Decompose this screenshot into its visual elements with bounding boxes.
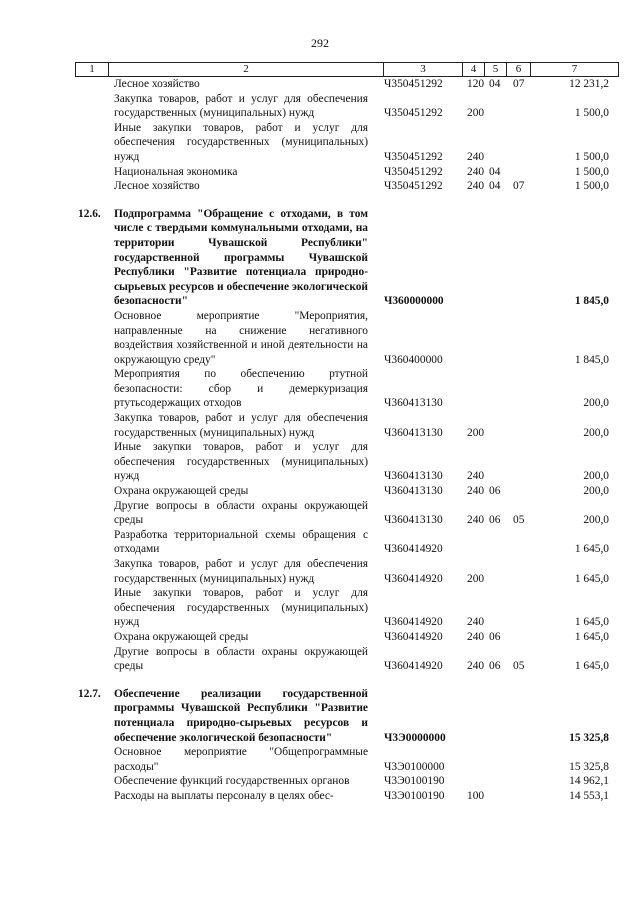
row-code: Ч350451292 xyxy=(384,165,443,178)
table-row xyxy=(0,165,640,180)
row-code: Ч350451292 xyxy=(384,180,443,193)
table-row xyxy=(0,499,640,528)
row-name: Основное мероприятие "Мероприятия, направленные на снижение негативного воздействия хозяйственной и иной деятельности на окружающую среду" xyxy=(114,309,368,366)
header-col-4: 4 xyxy=(463,63,485,76)
row-name: Охрана окружающей среды xyxy=(114,485,249,498)
row-col-4: 200 xyxy=(467,107,485,120)
row-code: Ч360400000 xyxy=(384,353,443,366)
table-header xyxy=(75,62,619,77)
row-col-5: 04 xyxy=(489,180,501,193)
table-row xyxy=(0,77,640,92)
row-col-4: 240 xyxy=(467,180,485,193)
row-sum: 14 553,1 xyxy=(569,789,609,802)
row-col-5: 04 xyxy=(489,78,501,90)
row-sum: 200,0 xyxy=(583,514,609,527)
row-col-5: 04 xyxy=(489,165,501,178)
row-sum: 1 500,0 xyxy=(574,107,609,120)
row-col-4: 200 xyxy=(467,426,485,439)
row-sum: 1 845,0 xyxy=(574,295,609,308)
row-name: Другие вопросы в области охраны окружающей среды xyxy=(114,499,368,527)
row-col-6: 05 xyxy=(513,660,525,673)
row-sum: 200,0 xyxy=(583,426,609,439)
row-sum: 1 500,0 xyxy=(574,180,609,193)
row-code: Ч360413130 xyxy=(384,485,443,498)
row-sum: 1 645,0 xyxy=(574,630,609,643)
table-row xyxy=(0,179,640,194)
table-body xyxy=(0,77,640,804)
row-name: Расходы на выплаты персоналу в целях обес- xyxy=(114,789,334,802)
header-col-3: 3 xyxy=(384,63,463,76)
row-code: Ч360414920 xyxy=(384,572,443,585)
row-name: Иные закупки товаров, работ и услуг для обеспечения государственных (муниципальных) нужд xyxy=(114,587,368,629)
row-name: Иные закупки товаров, работ и услуг для обеспечения государственных (муниципальных) нужд xyxy=(114,441,368,483)
row-sum: 15 325,8 xyxy=(569,731,609,744)
row-col-5: 06 xyxy=(489,630,501,643)
table-row xyxy=(0,484,640,499)
row-col-4: 240 xyxy=(467,630,485,643)
table-row xyxy=(0,789,640,804)
row-name: Закупка товаров, работ и услуг для обеспечения государственных (муниципальных) нужд xyxy=(114,558,368,585)
row-code: Ч3Э0100190 xyxy=(384,775,445,788)
row-sum: 1 500,0 xyxy=(574,150,609,163)
row-name: Обеспечение функций государственных органов xyxy=(114,775,350,788)
table-row xyxy=(0,774,640,789)
header-col-1: 1 xyxy=(76,63,109,76)
row-sum: 200,0 xyxy=(583,470,609,483)
row-col-4: 100 xyxy=(467,789,485,802)
table-row xyxy=(0,687,640,745)
row-name: Обеспечение реализации государственной программы Чувашской Республики "Развитие потенциала природно-сырьевых ресурсов и обеспечение экологической безопасности" xyxy=(114,687,368,744)
row-col-4: 240 xyxy=(467,150,485,163)
row-sum: 14 962,1 xyxy=(569,775,609,788)
row-code: Ч350451292 xyxy=(384,150,443,163)
row-code: Ч350451292 xyxy=(384,78,443,90)
row-name: Национальная экономика xyxy=(114,165,238,178)
row-code: Ч3Э0000000 xyxy=(384,731,446,744)
row-name: Разработка территориальной схемы обращения с отходами xyxy=(114,528,368,556)
row-code: Ч360413130 xyxy=(384,514,443,527)
table-row xyxy=(0,557,640,586)
row-code: Ч3Э0100000 xyxy=(384,760,445,773)
row-name: Лесное хозяйство xyxy=(114,180,200,193)
row-col-4: 240 xyxy=(467,616,485,629)
page-number: 292 xyxy=(311,36,329,50)
table-row xyxy=(0,207,640,309)
row-code: Ч360414920 xyxy=(384,616,443,629)
row-code: Ч360413130 xyxy=(384,426,443,439)
row-col-5: 06 xyxy=(489,514,501,527)
row-sum: 1 845,0 xyxy=(574,353,609,366)
row-col-6: 07 xyxy=(513,78,525,90)
row-col-4: 200 xyxy=(467,572,485,585)
row-sum: 1 645,0 xyxy=(574,660,609,673)
row-sum: 1 645,0 xyxy=(574,572,609,585)
row-name: Охрана окружающей среды xyxy=(114,630,249,643)
row-sum: 1 645,0 xyxy=(574,616,609,629)
row-col-5: 06 xyxy=(489,660,501,673)
header-col-2: 2 xyxy=(109,63,384,76)
row-name: Мероприятия по обеспечению ртутной безопасности: сбор и демеркуризация ртутьсодержащих отходов xyxy=(114,368,368,410)
table-row xyxy=(0,528,640,557)
row-col-4: 240 xyxy=(467,165,485,178)
table-row xyxy=(0,645,640,674)
row-code: Ч350451292 xyxy=(384,107,443,120)
row-code: Ч360000000 xyxy=(384,295,444,308)
row-number: 12.7. xyxy=(78,687,101,700)
row-sum: 1 645,0 xyxy=(574,543,609,556)
row-name: Подпрограмма "Обращение с отходами, в том числе с твердыми коммунальными отходами, на территории Чувашской Республики" государственной программы Чувашской Республики "Развитие потенциала природно-сырьевых ресурсов и обеспечение экологической безопасности" xyxy=(114,207,368,308)
header-col-6: 6 xyxy=(507,63,531,76)
table-row xyxy=(0,411,640,440)
row-code: Ч360414920 xyxy=(384,630,443,643)
row-sum: 15 325,8 xyxy=(569,760,609,773)
header-col-5: 5 xyxy=(485,63,507,76)
row-col-6: 07 xyxy=(513,180,525,193)
row-col-6: 05 xyxy=(513,514,525,527)
row-name: Другие вопросы в области охраны окружающей среды xyxy=(114,645,368,673)
row-sum: 1 500,0 xyxy=(574,165,609,178)
row-col-4: 240 xyxy=(467,660,485,673)
table-row xyxy=(0,92,640,121)
row-code: Ч360413130 xyxy=(384,397,443,410)
row-code: Ч360414920 xyxy=(384,660,443,673)
row-code: Ч3Э0100190 xyxy=(384,789,445,802)
table-row xyxy=(0,745,640,774)
row-col-4: 120 xyxy=(467,78,485,90)
row-col-4: 240 xyxy=(467,470,485,483)
row-col-4: 240 xyxy=(467,514,485,527)
row-col-4: 240 xyxy=(467,485,485,498)
row-name: Закупка товаров, работ и услуг для обеспечения государственных (муниципальных) нужд xyxy=(114,412,368,439)
row-col-5: 06 xyxy=(489,485,501,498)
row-code: Ч360413130 xyxy=(384,470,443,483)
table-row xyxy=(0,309,640,367)
table-row xyxy=(0,586,640,630)
table-row xyxy=(0,630,640,645)
table-row xyxy=(0,440,640,484)
header-col-7: 7 xyxy=(571,63,578,75)
row-code: Ч360414920 xyxy=(384,543,443,556)
row-number: 12.6. xyxy=(78,207,101,220)
row-sum: 200,0 xyxy=(583,485,609,498)
row-name: Закупка товаров, работ и услуг для обеспечения государственных (муниципальных) нужд xyxy=(114,92,368,120)
row-name: Основное мероприятие "Общепрограммные расходы" xyxy=(114,746,368,773)
table-row xyxy=(0,367,640,411)
table-row xyxy=(0,121,640,165)
row-sum: 12 231,2 xyxy=(569,78,609,90)
row-sum: 200,0 xyxy=(583,397,609,410)
row-name: Иные закупки товаров, работ и услуг для обеспечения государственных (муниципальных) нужд xyxy=(114,121,368,163)
row-name: Лесное хозяйство xyxy=(114,78,200,90)
